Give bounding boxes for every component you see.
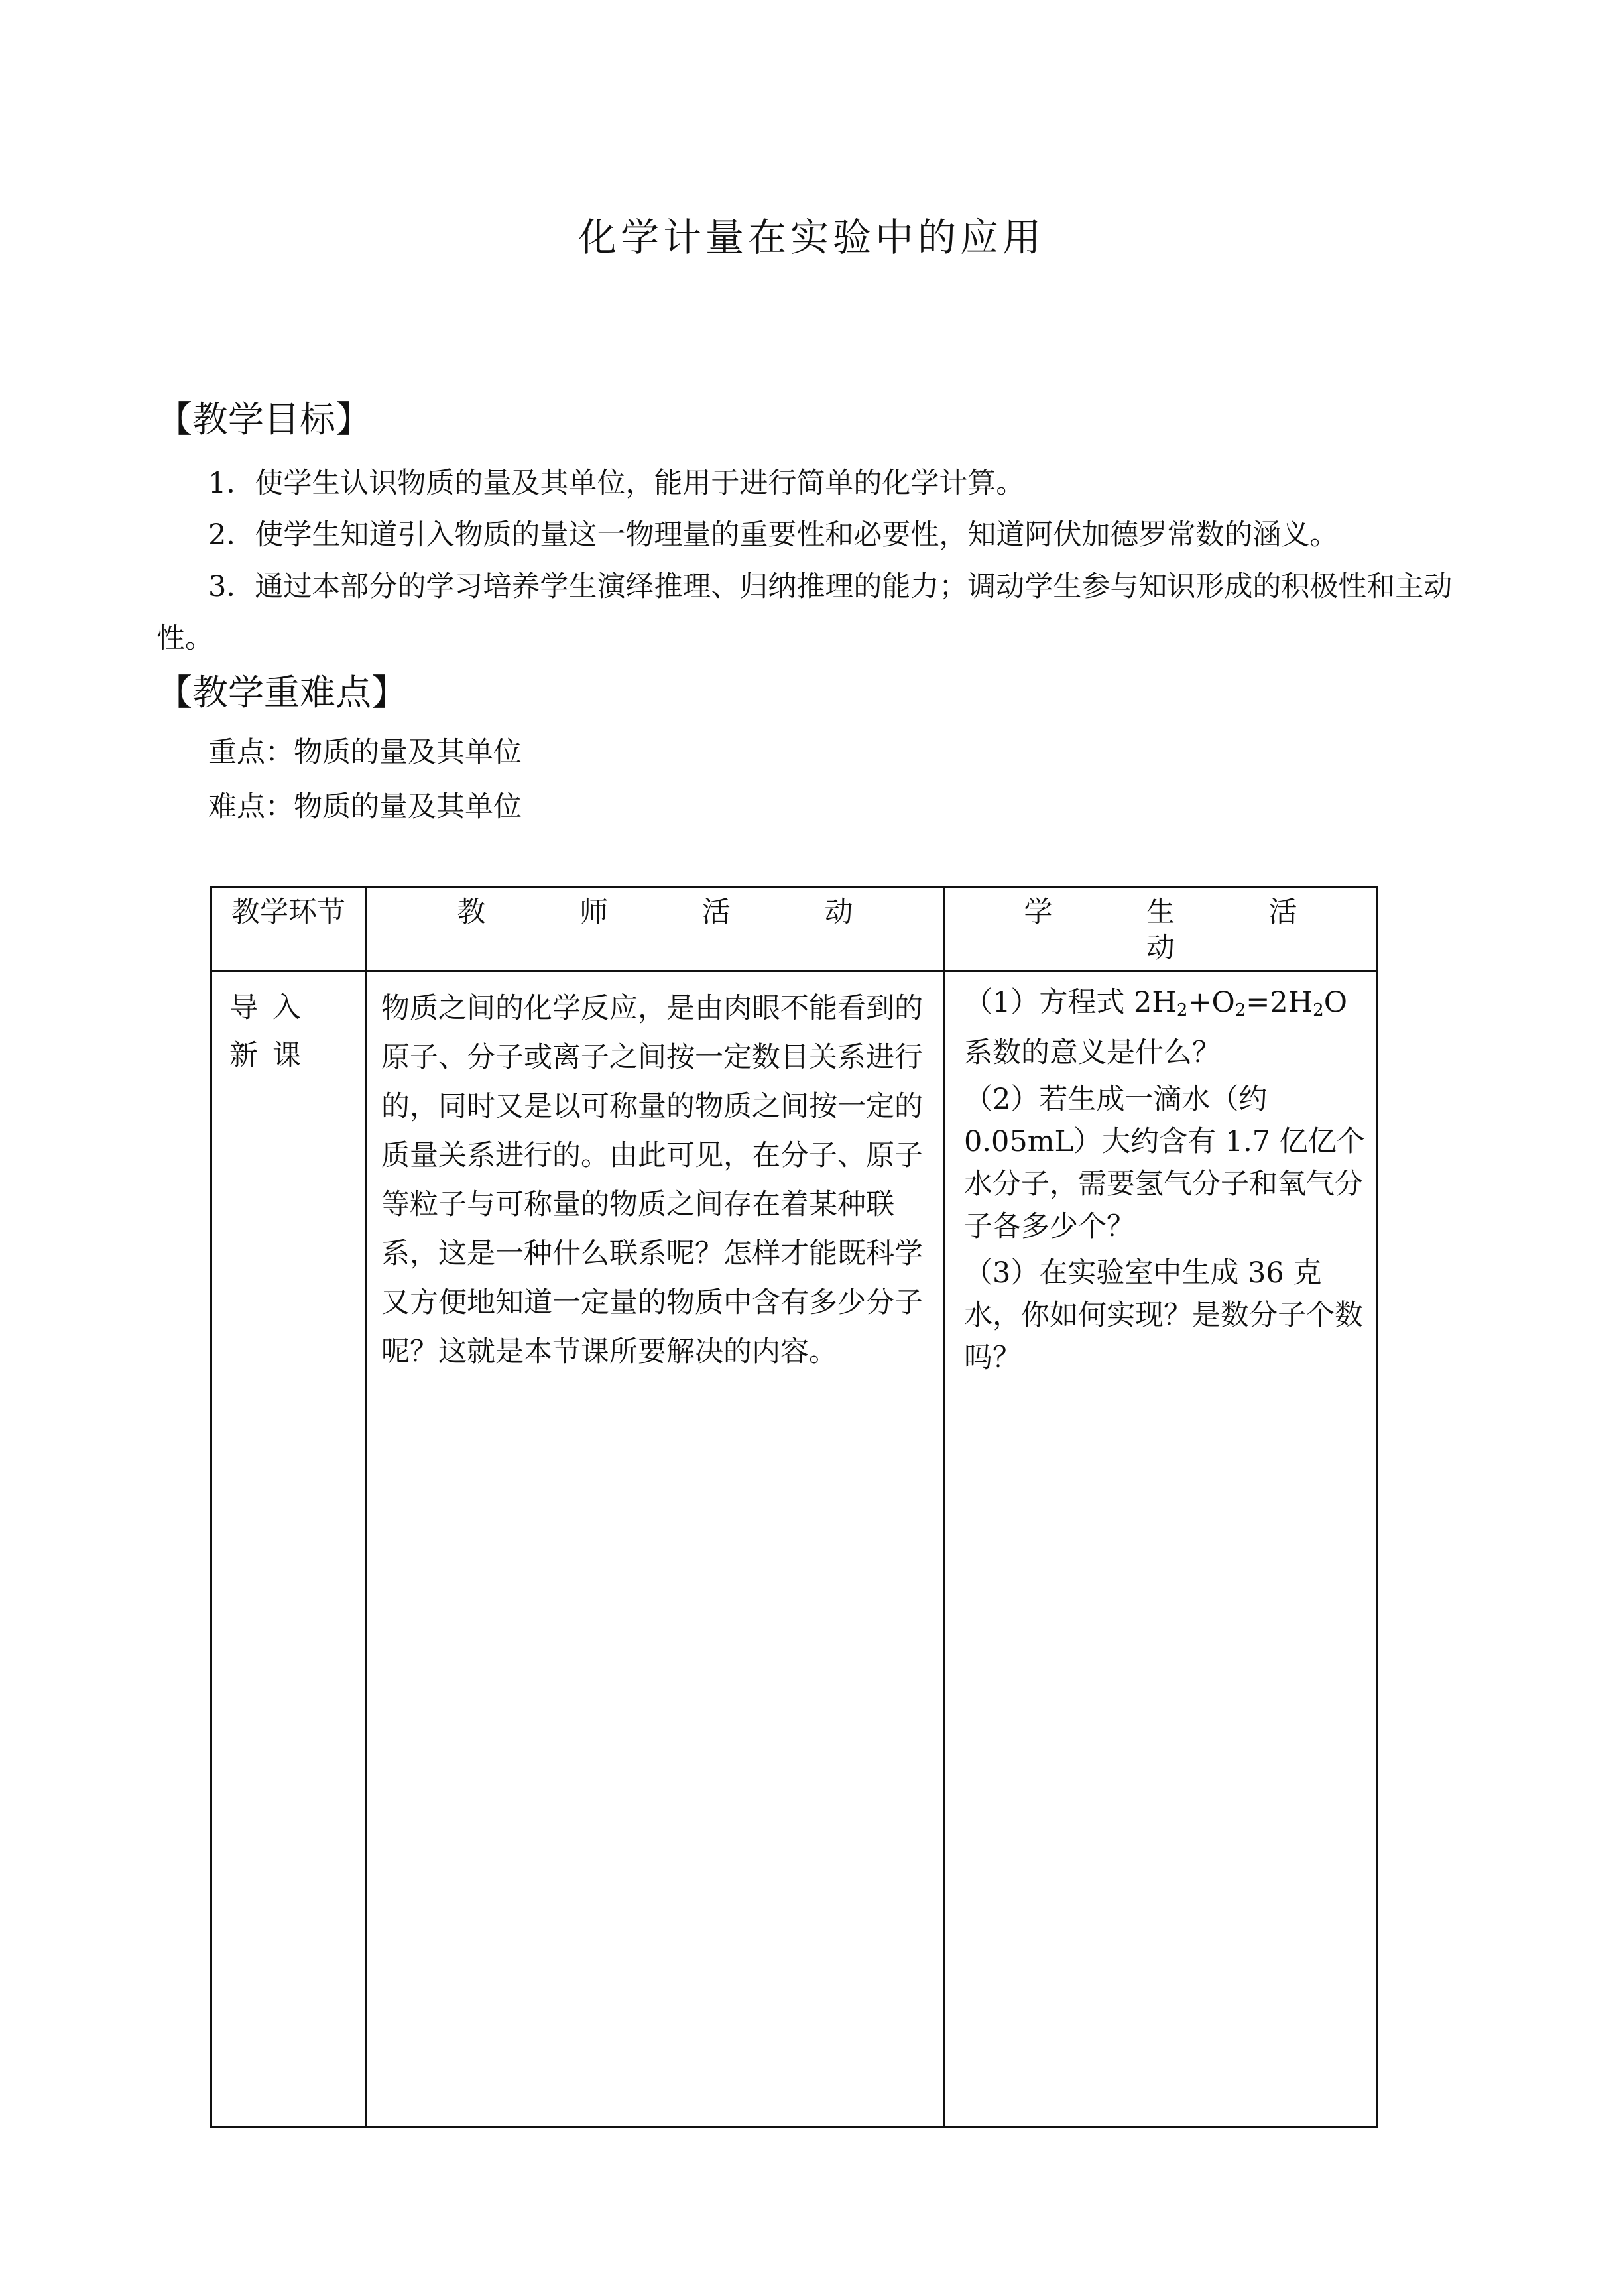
goal-item-2: 2．使学生知道引入物质的量这一物理量的重要性和必要性，知道阿伏加德罗常数的涵义。 [208,518,1339,552]
page-title: 化学计量在实验中的应用 [577,215,1045,260]
goal-item-1: 1．使学生认识物质的量及其单位，能用于进行简单的化学计算。 [208,467,1025,500]
teacher-activity-cell: 物质之间的化学反应，是由肉眼不能看到的原子、分子或离子之间按一定数目关系进行的，同时又是以可称量的物质之间按一定的质量关系进行的。由此可见，在分子、原子等粒子与可称量的物质之间存在着某种联系，这是一种什么联系呢？怎样才能既科学又方便地知道一定量的物质中含有多少分子呢？这就是本节课所要解决的内容。 [366,971,945,2128]
table-row [211,971,1377,2128]
header-student: 学 生 活 动 [945,887,1377,971]
keypoint-focus: 重点：物质的量及其单位 [208,736,522,769]
student-question-1: （1）方程式 $2H_2+O_2=2H_2O$系数的意义是什么？ [964,986,1347,1069]
keypoint-difficulty: 难点：物质的量及其单位 [208,790,522,823]
goal-item-3: 3．通过本部分的学习培养学生演绎推理、归纳推理的能力；调动学生参与知识形成的积极性和主动性。 [156,570,1453,655]
lesson-table [210,886,1378,2128]
keypoints-heading: 【教学重难点】 [156,672,407,713]
header-teacher: 教 师 活 动 [366,887,945,971]
student-question-2: （2）若生成一滴水（约0.05mL）大约含有 1.7 亿亿个水分子，需要氢气分子和氧气分子各多少个？ [964,1083,1365,1243]
student-activity-cell [945,971,1377,2128]
student-question-3: （3）在实验室中生成 36 克水，你如何实现？是数分子个数吗？ [964,1256,1363,1374]
table-header-row [211,887,1377,971]
goals-heading: 【教学目标】 [156,398,371,440]
stage-cell: 导入新课 [211,971,366,2128]
header-stage: 教学环节 [211,887,366,971]
